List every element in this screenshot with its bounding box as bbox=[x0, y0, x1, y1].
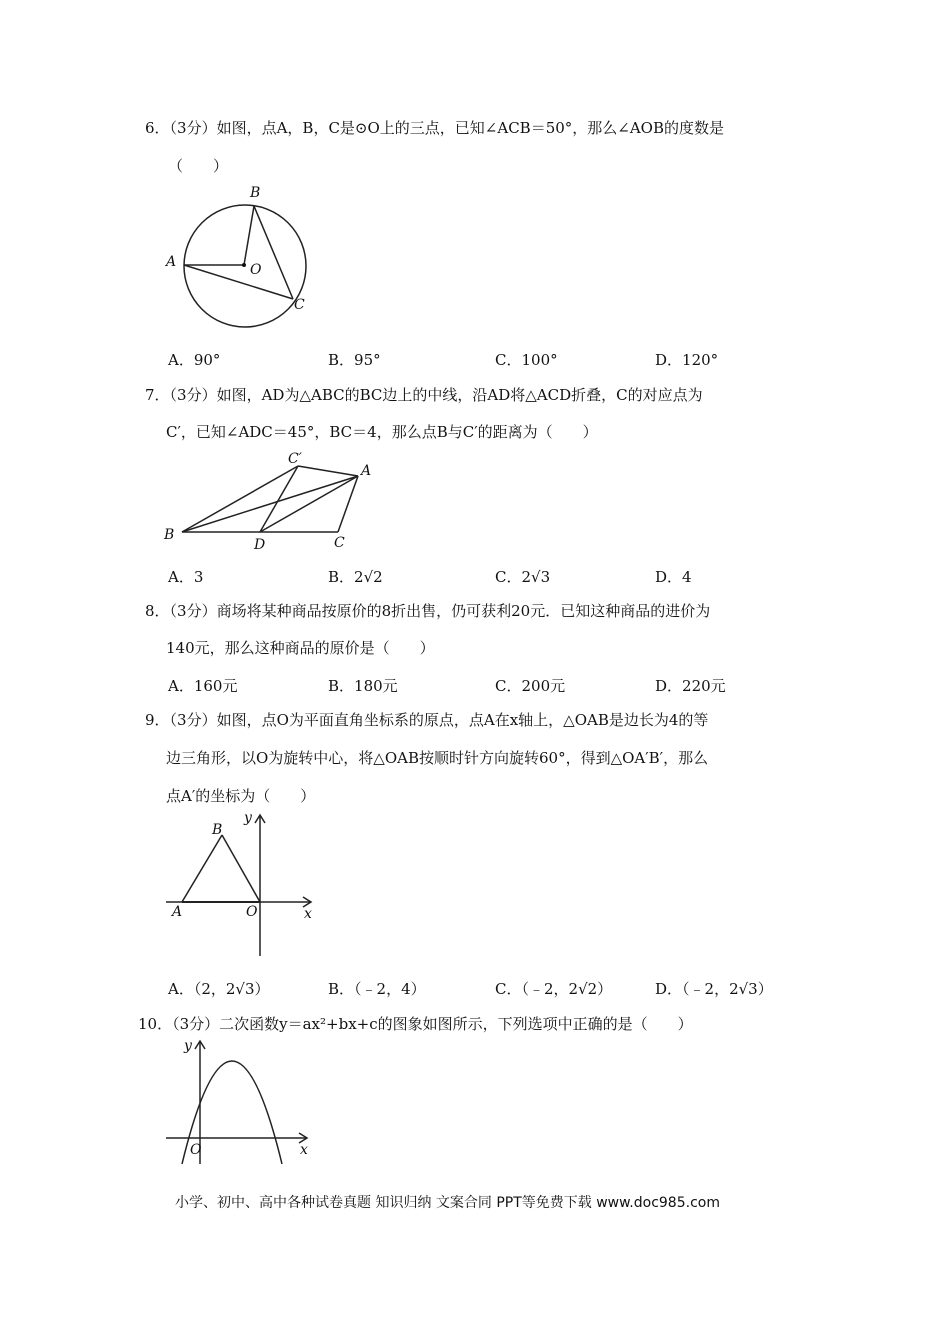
q7-stem-line2: C′，已知∠ADC＝45°，BC＝4，那么点B与C′的距离为（ ） bbox=[166, 423, 598, 441]
q6-label-c: C bbox=[294, 297, 305, 313]
q7-option-c: C．2√3 bbox=[495, 568, 551, 586]
q9-label-b: B bbox=[212, 822, 223, 838]
q9-label-a: A bbox=[172, 904, 183, 920]
q6-option-d: D．120° bbox=[655, 351, 719, 369]
q7-label-d: D bbox=[254, 537, 266, 553]
q8-option-c: C．200元 bbox=[495, 677, 566, 695]
q8-stem-line2: 140元，那么这种商品的原价是（ ） bbox=[166, 639, 435, 657]
q8-stem-line1: 8．（3分）商场将某种商品按原价的8折出售，仍可获利20元．已知这种商品的进价为 bbox=[145, 602, 711, 620]
q6-label-b: B bbox=[250, 185, 261, 201]
q9-stem-line1: 9．（3分）如图，点O为平面直角坐标系的原点，点A在x轴上，△OAB是边长为4的等 bbox=[145, 711, 709, 729]
q7-option-a: A．3 bbox=[168, 568, 204, 586]
q8-option-a: A．160元 bbox=[168, 677, 238, 695]
q9-option-c: C．（﹣2，2√2） bbox=[495, 980, 613, 998]
q6-label-o: O bbox=[250, 262, 262, 278]
q10-label-x: x bbox=[300, 1142, 308, 1158]
q7-option-b: B．2√2 bbox=[328, 568, 383, 586]
q9-option-b: B．（﹣2，4） bbox=[328, 980, 426, 998]
q10-label-y: y bbox=[184, 1038, 192, 1054]
q7-label-b: B bbox=[164, 527, 175, 543]
q7-label-c-prime: C′ bbox=[288, 451, 302, 467]
q7-stem-line1: 7．（3分）如图，AD为△ABC的BC边上的中线，沿AD将△ACD折叠，C的对应点为 bbox=[145, 386, 703, 404]
q9-stem-line3: 点A′的坐标为（ ） bbox=[166, 787, 316, 805]
q6-circle-figure bbox=[160, 182, 320, 332]
q8-option-b: B．180元 bbox=[328, 677, 398, 695]
q6-stem-line2: （ ） bbox=[168, 157, 229, 175]
q10-label-o: O bbox=[190, 1142, 202, 1158]
q10-parabola-figure bbox=[160, 1036, 320, 1166]
q9-label-y: y bbox=[244, 810, 252, 826]
q7-label-a: A bbox=[361, 463, 372, 479]
q7-label-c: C bbox=[334, 535, 345, 551]
q10-stem-line1: 10．（3分）二次函数y＝ax²+bx+c的图象如图所示，下列选项中正确的是（ ） bbox=[138, 1015, 693, 1033]
q6-option-c: C．100° bbox=[495, 351, 558, 369]
q6-stem-line1: 6．（3分）如图，点A，B，C是⊙O上的三点，已知∠ACB＝50°，那么∠AOB的度数是 bbox=[145, 119, 724, 137]
q6-option-a: A．90° bbox=[168, 351, 221, 369]
q6-label-a: A bbox=[166, 254, 177, 270]
q9-stem-line2: 边三角形，以O为旋转中心，将△OAB按顺时针方向旋转60°，得到△OA′B′，那么 bbox=[166, 749, 709, 767]
q9-option-a: A．（2，2√3） bbox=[168, 980, 270, 998]
q9-option-d: D．（﹣2，2√3） bbox=[655, 980, 773, 998]
q7-option-d: D．4 bbox=[655, 568, 692, 586]
page-footer: 小学、初中、高中各种试卷真题 知识归纳 文案合同 PPT等免费下载 www.doc985.com bbox=[175, 1195, 720, 1211]
q9-coordinate-figure bbox=[160, 808, 325, 960]
q7-triangle-figure bbox=[160, 448, 390, 556]
q9-label-o: O bbox=[246, 904, 258, 920]
q9-label-x: x bbox=[304, 906, 312, 922]
q6-option-b: B．95° bbox=[328, 351, 381, 369]
q8-option-d: D．220元 bbox=[655, 677, 726, 695]
